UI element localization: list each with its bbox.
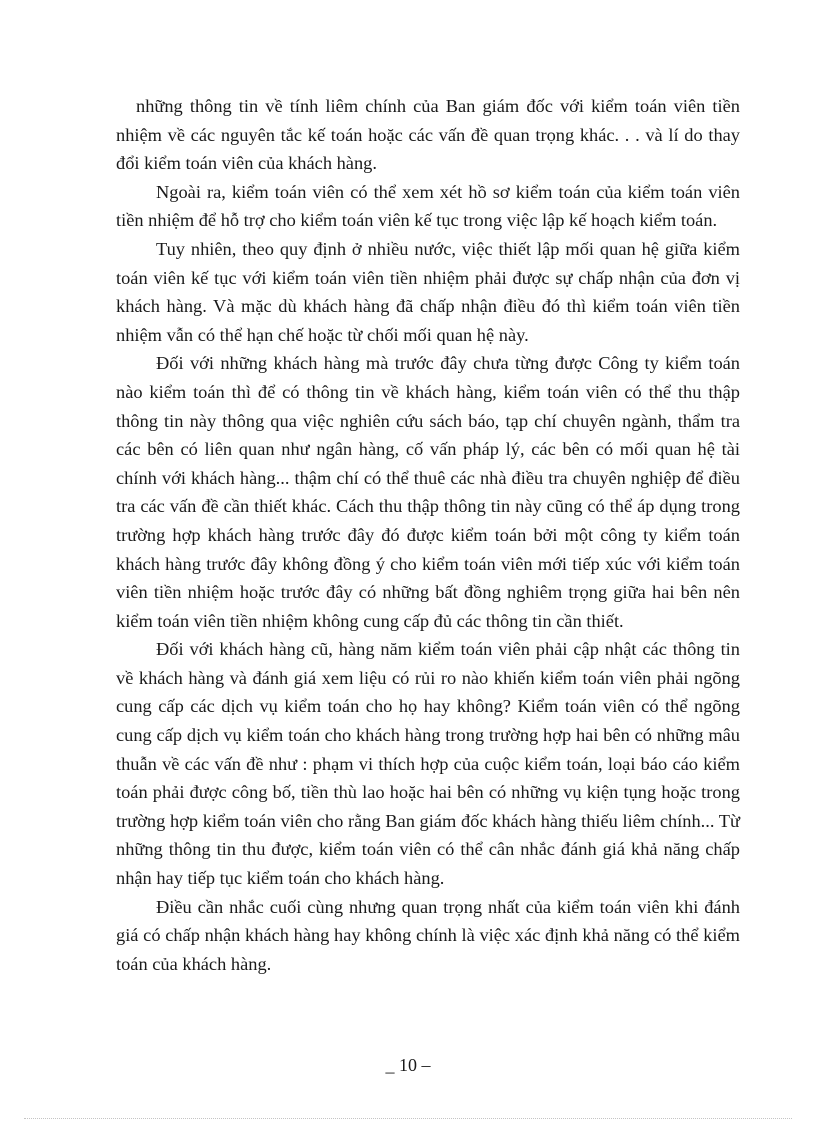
paragraph-existing-clients: Đối với khách hàng cũ, hàng năm kiểm toán viên phải cập nhật các thông tin về khách hàng và đánh giá xem liệu có rủi ro nào khiến kiểm toán viên phải ngõng cung cấp các dịch vụ kiểm toán cho họ hay không? Kiểm toán viên có thể ngõng cung cấp dịch vụ kiểm toán cho khách hàng trong trường hợp hai bên có những mâu thuẫn về các vấn đề như : phạm vi thích hợp của cuộc kiểm toán, loại báo cáo kiểm toán phải được công bố, tiền thù lao hoặc hai bên có những vụ kiện tụng hoặc trong trường hợp kiểm toán viên cho rằng Ban giám đốc khách hàng thiếu liêm chính... Từ những thông tin thu được, kiểm toán viên có thể cân nhắc đánh giá khả năng chấp nhận hay tiếp tục kiểm toán cho khách hàng. [116, 639, 740, 889]
page-bottom-divider [24, 1118, 792, 1119]
paragraph-new-clients: Đối với những khách hàng mà trước đây chưa từng được Công ty kiểm toán nào kiểm toán thì để có thông tin về khách hàng, kiểm toán viên có thể thu thập thông tin này thông qua việc nghiên cứu sách báo, tạp chí chuyên ngành, thẩm tra các bên có liên quan như ngân hàng, cố vấn pháp lý, các bên có mối quan hệ tài chính với khách hàng... thậm chí có thể thuê các nhà điều tra chuyên nghiệp để điều tra các vấn đề cần thiết khác. Cách thu thập thông tin này cũng có thể áp dụng trong trường hợp khách hàng trước đây đó được kiểm toán bởi một công ty kiểm toán khách hàng trước đây không đồng ý cho kiểm toán viên mới tiếp xúc với kiểm toán viên tiền nhiệm hoặc trước đây có những bất đồng nghiêm trọng giữa hai bên nên kiểm toán viên tiền nhiệm không cung cấp đủ các thông tin cần thiết. [116, 353, 740, 631]
paragraph-review-audit-files: Ngoài ra, kiểm toán viên có thể xem xét hồ sơ kiểm toán của kiểm toán viên tiền nhiệm để hỗ trợ cho kiểm toán viên kế tục trong việc lập kế hoạch kiểm toán. [116, 181, 740, 231]
paragraph-client-consent: Tuy nhiên, theo quy định ở nhiều nước, việc thiết lập mối quan hệ giữa kiểm toán viên kế tục với kiểm toán viên tiền nhiệm phải được sự chấp nhận của đơn vị khách hàng. Và mặc dù khách hàng đã chấp nhận điều đó thì kiểm toán viên tiền nhiệm vẫn có thể hạn chế hoặc từ chối mối quan hệ này. [116, 238, 740, 345]
paragraph-predecessor-auditor-info: những thông tin về tính liêm chính của Ban giám đốc với kiểm toán viên tiền nhiệm về các nguyên tắc kế toán hoặc các vấn đề quan trọng khác. . . và lí do thay đổi kiểm toán viên của khách hàng. [116, 96, 740, 174]
document-body [116, 92, 740, 978]
paragraph-auditability: Điều cần nhắc cuối cùng nhưng quan trọng nhất của kiểm toán viên khi đánh giá có chấp nhận khách hàng hay không chính là việc xác định khả năng có thể kiểm toán của khách hàng. [116, 896, 740, 974]
page-number: _ 10 – [385, 1055, 431, 1075]
